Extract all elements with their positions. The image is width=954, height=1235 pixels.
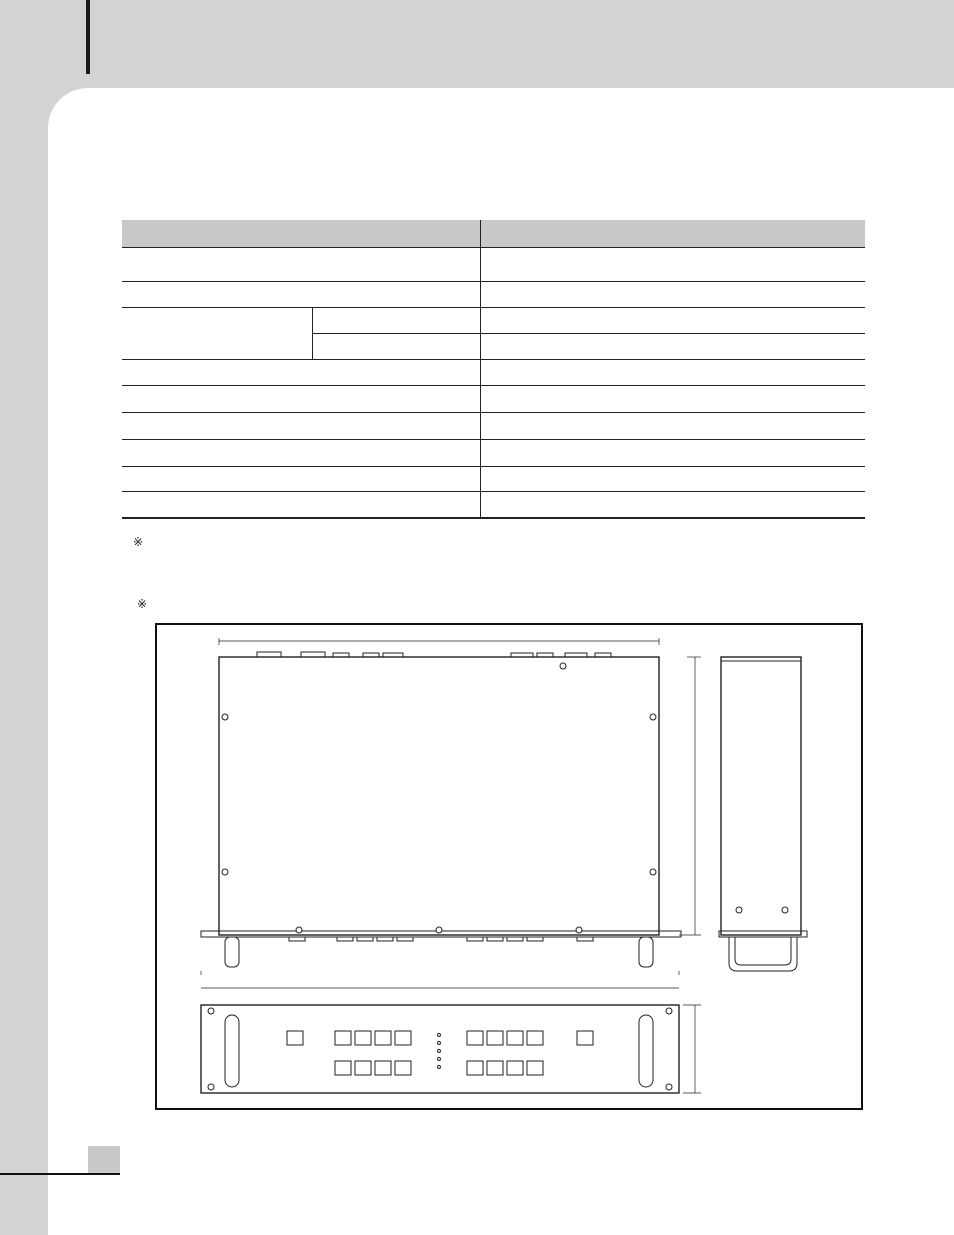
table-row-line: [122, 385, 865, 386]
note-symbol-2: ※: [137, 597, 148, 611]
table-row-line: [122, 466, 865, 467]
top-view: [201, 638, 701, 975]
dimension-drawing: [155, 623, 863, 1110]
table-bottom-line: [122, 517, 865, 519]
spec-table-header: [122, 220, 865, 248]
table-row-line: [122, 439, 865, 440]
footer-rule: [0, 1173, 120, 1175]
top-banner: [0, 0, 954, 92]
table-row-line: [122, 281, 865, 282]
front-view: [201, 988, 701, 1093]
table-row-line: [122, 307, 865, 308]
table-divider: [480, 220, 481, 518]
table-row-line: [312, 333, 865, 334]
spec-table: [122, 220, 865, 518]
note-symbol-1: ※: [133, 535, 144, 549]
page-number-box: [88, 1146, 120, 1174]
table-row-line: [122, 412, 865, 413]
header-marker-bar: [86, 0, 90, 74]
table-row-line: [122, 491, 865, 492]
side-view: [719, 657, 807, 971]
table-row-line: [122, 359, 865, 360]
